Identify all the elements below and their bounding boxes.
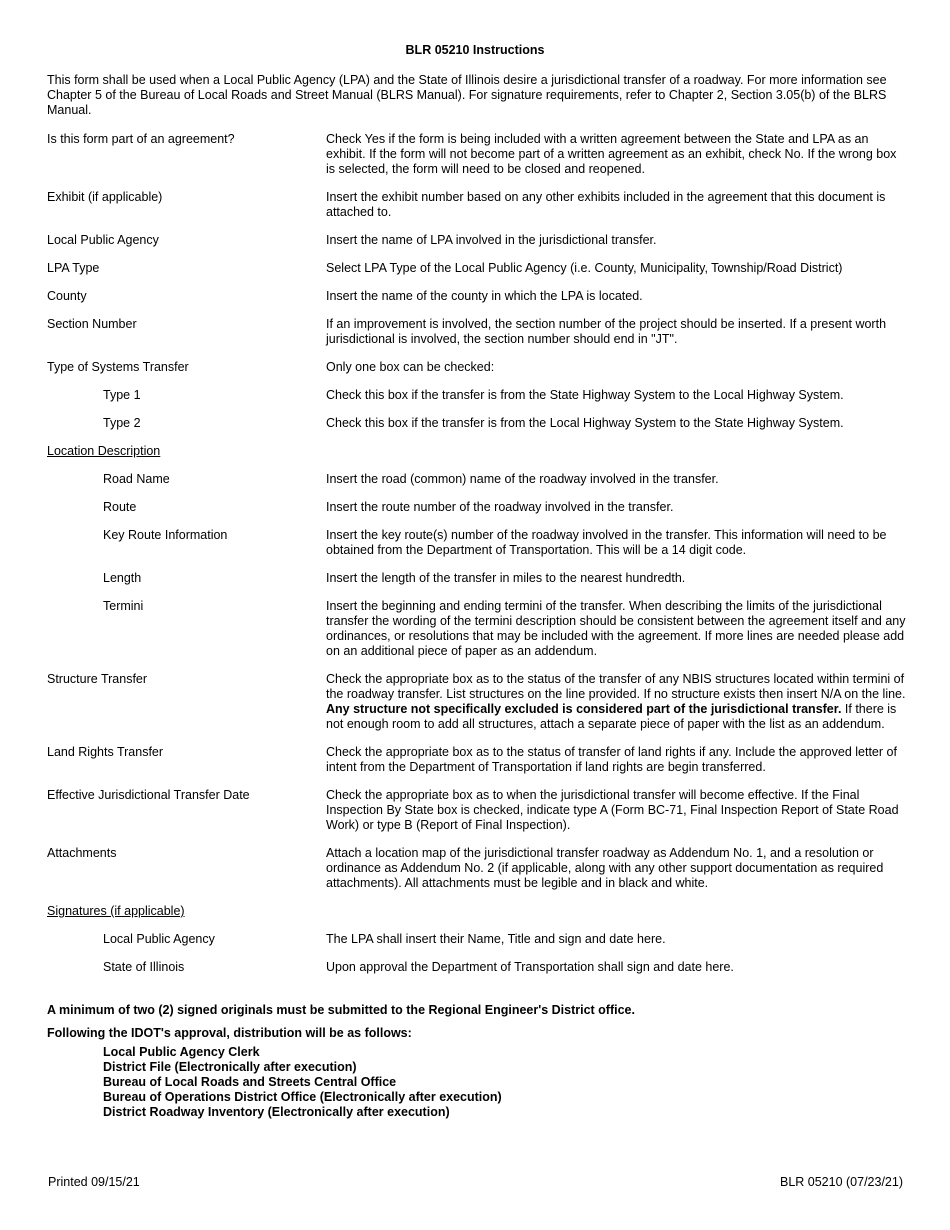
row-desc: Insert the road (common) name of the roadway involved in the transfer. <box>326 472 719 486</box>
row-desc: Only one box can be checked: <box>326 360 495 374</box>
row-structure-transfer <box>47 672 907 732</box>
row-desc: Check the appropriate box as to the status of transfer of land rights if any. Include the approved letter of intent from the Department of Transportation if land rights are begin transferred. <box>326 745 897 774</box>
row-label: Type 1 <box>103 388 141 402</box>
row-label: Section Number <box>47 317 137 331</box>
list-item: Bureau of Local Roads and Streets Central Office <box>103 1075 397 1089</box>
row-label: County <box>47 289 87 303</box>
row-label: Route <box>103 500 137 514</box>
row-signatures-heading <box>47 904 907 919</box>
row-sig-state <box>47 960 907 975</box>
row-desc: If an improvement is involved, the section number of the project should be inserted. If a present worth jurisdictional is involved, the section number should end in "JT". <box>326 317 887 346</box>
row-desc: Insert the key route(s) number of the roadway involved in the transfer. This information will need to be obtained from the Department of Transportation. This will be a 14 digit code. <box>326 528 887 557</box>
row-label: Type 2 <box>103 416 141 430</box>
section-heading: Location Description <box>47 444 161 458</box>
row-road-name <box>47 472 907 487</box>
row-desc: Select LPA Type of the Local Public Agency (i.e. County, Municipality, Township/Road District) <box>326 261 843 275</box>
row-effective-date <box>47 788 907 833</box>
row-agreement <box>47 132 907 177</box>
row-type-2 <box>47 416 907 431</box>
printed-date: Printed 09/15/21 <box>48 1175 140 1189</box>
form-id: BLR 05210 (07/23/21) <box>779 1175 903 1189</box>
intro-paragraph: This form shall be used when a Local Public Agency (LPA) and the State of Illinois desire a jurisdictional transfer of a roadway. For more information see Chapter 5 of the Bureau of Local Roads and Street Manual (BLRS Manual). For signature requirements, refer to Chapter 2, Section 3.05(b) of the BLRS Manual. <box>47 73 887 117</box>
row-location-heading <box>47 444 907 459</box>
row-type-1 <box>47 388 907 403</box>
minimum-originals-note: A minimum of two (2) signed originals must be submitted to the Regional Engineer's District office. <box>47 1003 635 1017</box>
row-label: Type of Systems Transfer <box>47 360 189 374</box>
row-desc: Upon approval the Department of Transportation shall sign and date here. <box>326 960 734 974</box>
row-label: Structure Transfer <box>47 672 148 686</box>
distribution-heading: Following the IDOT's approval, distribution will be as follows: <box>47 1026 412 1040</box>
instruction-list <box>47 132 907 988</box>
row-systems-transfer <box>47 360 907 375</box>
row-desc: Insert the name of LPA involved in the jurisdictional transfer. <box>326 233 657 247</box>
row-desc: Check Yes if the form is being included with a written agreement between the State and LPA as an exhibit. If the form will not become part of a written agreement as an exhibit, check No. If the wrong box is selected, the form will need to be closed and reopened. <box>326 132 897 176</box>
row-attachments <box>47 846 907 891</box>
page-title: BLR 05210 Instructions <box>405 43 545 57</box>
row-label: Local Public Agency <box>103 932 215 946</box>
row-termini <box>47 599 907 659</box>
row-label: Length <box>103 571 142 585</box>
list-item: Local Public Agency Clerk <box>103 1045 260 1059</box>
row-desc: Check this box if the transfer is from the Local Highway System to the State Highway System. <box>326 416 844 430</box>
row-label: Road Name <box>103 472 170 486</box>
row-label: Termini <box>103 599 144 613</box>
list-item: Bureau of Operations District Office (Electronically after execution) <box>103 1090 502 1104</box>
row-section-number <box>47 317 907 347</box>
row-desc: Insert the length of the transfer in miles to the nearest hundredth. <box>326 571 686 585</box>
row-label: State of Illinois <box>103 960 185 974</box>
row-desc: Insert the beginning and ending termini of the transfer. When describing the limits of the jurisdictional transfer the wording of the termini description should be consistent between the agreement itself and any ordinances, or resolutions that may be included with the agreement. If more lines are needed please add on an additional piece of paper as an addendum. <box>326 599 906 658</box>
row-desc: Check the appropriate box as to when the jurisdictional transfer will become effective. If the Final Inspection By State box is checked, indicate type A (Form BC-71, Final Inspection Report of State Road Work) or type B (Report of Final Inspection). <box>326 788 899 832</box>
row-sig-lpa <box>47 932 907 947</box>
distribution-list <box>103 1045 502 1120</box>
row-desc <box>326 672 907 732</box>
list-item: District File (Electronically after execution) <box>103 1060 357 1074</box>
submission-notes <box>47 1003 907 1049</box>
row-desc: Check this box if the transfer is from the State Highway System to the Local Highway System. <box>326 388 844 402</box>
row-route <box>47 500 907 515</box>
row-length <box>47 571 907 586</box>
row-label: Is this form part of an agreement? <box>47 132 235 146</box>
row-label: Exhibit (if applicable) <box>47 190 163 204</box>
row-label: Effective Jurisdictional Transfer Date <box>47 788 250 802</box>
row-label: Attachments <box>47 846 117 860</box>
row-desc-emphasis: Any structure not specifically excluded is considered part of the jurisdictional transfer. <box>326 702 842 716</box>
row-label: Local Public Agency <box>47 233 159 247</box>
row-desc: Insert the route number of the roadway involved in the transfer. <box>326 500 674 514</box>
list-item: District Roadway Inventory (Electronically after execution) <box>103 1105 450 1119</box>
row-lpa-type <box>47 261 907 276</box>
row-key-route <box>47 528 907 558</box>
row-land-rights <box>47 745 907 775</box>
row-label: Land Rights Transfer <box>47 745 164 759</box>
row-desc-part: Check the appropriate box as to the status of the transfer of any NBIS structures located within termini of the roadway transfer. List structures on the line provided. If no structure exists then insert N/A on the line. <box>326 672 906 701</box>
row-label: LPA Type <box>47 261 100 275</box>
row-county <box>47 289 907 304</box>
row-exhibit <box>47 190 907 220</box>
row-desc: Attach a location map of the jurisdictional transfer roadway as Addendum No. 1, and a resolution or ordinance as Addendum No. 2 (if applicable, along with any other support documentation as required attachments). All attachments must be legible and in black and white. <box>326 846 884 890</box>
row-lpa <box>47 233 907 248</box>
section-heading: Signatures (if applicable) <box>47 904 185 918</box>
row-desc-part: If there is not enough room to add all structures, attach a separate piece of paper with the list as an addendum. <box>326 702 897 731</box>
row-desc: Insert the exhibit number based on any other exhibits included in the agreement that this document is attached to. <box>326 190 886 219</box>
row-label: Key Route Information <box>103 528 228 542</box>
row-desc: The LPA shall insert their Name, Title and sign and date here. <box>326 932 666 946</box>
row-desc: Insert the name of the county in which the LPA is located. <box>326 289 643 303</box>
